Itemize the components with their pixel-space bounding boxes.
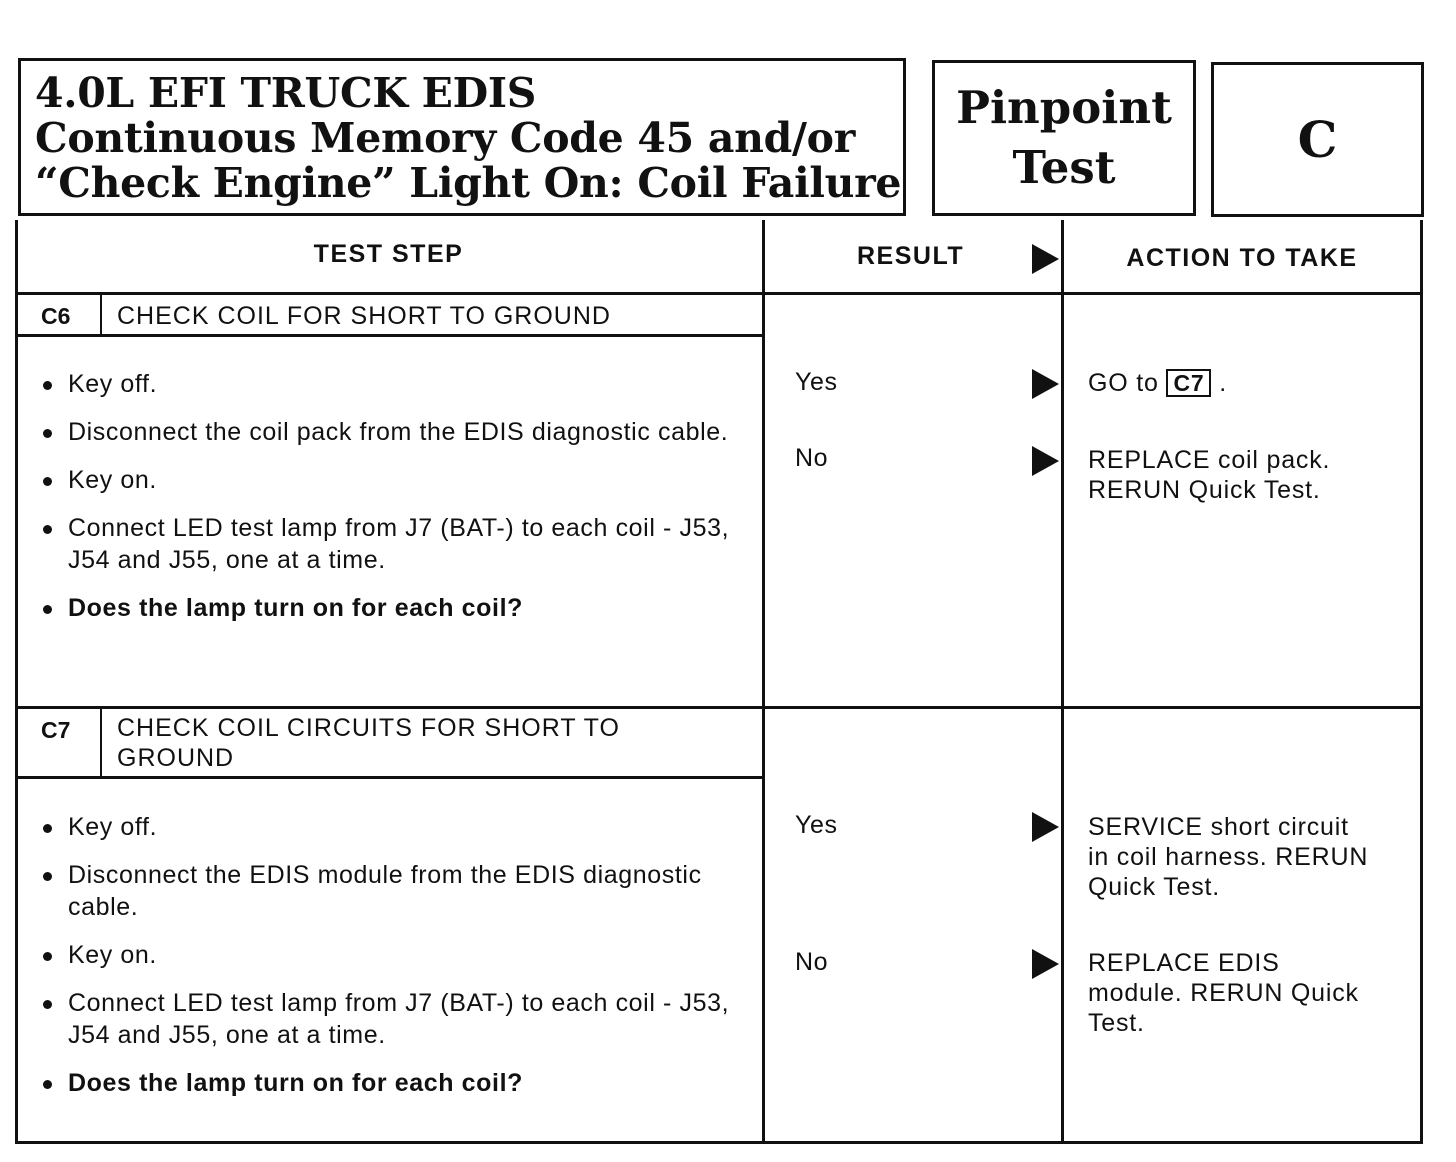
step-c7-bullet-4: Connect LED test lamp from J7 (BAT-) to each coil - J53, J54 and J55, one at a time. [15, 987, 760, 1051]
step-c6-title: CHECK COIL FOR SHORT TO GROUND [117, 302, 611, 330]
step-c6-title-divider [15, 334, 763, 337]
step-c7-action-yes-line-2: in coil harness. RERUN [1088, 843, 1369, 871]
step-c6-bullet-3: Key on. [15, 464, 760, 496]
title-line-1: 4.0L EFI TRUCK EDIS [35, 69, 537, 117]
step-c7-question: Does the lamp turn on for each coil? [15, 1067, 760, 1099]
step-id-c6: C6 [41, 303, 71, 329]
step-c7-action-yes-line-3: Quick Test. [1088, 873, 1220, 901]
title-line-2: Continuous Memory Code 45 and/or [35, 114, 856, 162]
table-bottom-border [15, 1141, 1423, 1144]
step-c7-action-no [1088, 948, 1359, 1038]
header-row-divider [15, 292, 1423, 295]
pinpoint-test-box [932, 60, 1196, 216]
step-c6-bullet-4: Connect LED test lamp from J7 (BAT-) to each coil - J53, J54 and J55, one at a time. [15, 512, 760, 576]
title-line-3: “Check Engine” Light On: Coil Failure [35, 159, 902, 207]
step-c7-title-line-1: CHECK COIL CIRCUITS FOR SHORT TO [117, 714, 620, 742]
step-c6-id-divider [100, 294, 102, 336]
step-c6-action-no-line-1: REPLACE coil pack. [1088, 446, 1331, 474]
column-divider-2 [1061, 220, 1064, 1144]
step-c7-bullet-2: Disconnect the EDIS module from the EDIS diagnostic cable. [15, 859, 760, 923]
step-c7-action-no-line-2: module. RERUN Quick [1088, 979, 1359, 1007]
test-letter-box [1211, 62, 1424, 217]
step-c6-action-yes-suffix: . [1219, 369, 1227, 397]
step-c6-yes-arrow-icon [1032, 369, 1059, 399]
step-c6-result-yes: Yes [795, 368, 838, 396]
step-c7-bullet-3: Key on. [15, 939, 760, 971]
result-arrow-icon [1032, 244, 1059, 274]
table-right-border [1420, 220, 1423, 1144]
title-box [18, 58, 906, 216]
step-c7-title [117, 713, 620, 773]
step-c7-title-line-2: GROUND [117, 744, 235, 772]
step-c6-action-no [1088, 445, 1330, 505]
test-label: Test [1012, 141, 1116, 194]
column-header-action: ACTION TO TAKE [1126, 244, 1358, 272]
test-letter: C [1297, 110, 1338, 169]
column-header-test-step: TEST STEP [313, 240, 464, 268]
step-c7-no-arrow-icon [1032, 949, 1059, 979]
step-c7-result-no: No [795, 948, 829, 976]
step-c7-yes-arrow-icon [1032, 812, 1059, 842]
step-c7-result-yes: Yes [795, 811, 838, 839]
step-c6-action-yes-prefix: GO to [1088, 369, 1159, 397]
step-c7-action-no-line-1: REPLACE EDIS [1088, 949, 1280, 977]
step-id-c7: C7 [41, 717, 71, 743]
step-c7-id-divider [100, 708, 102, 778]
step-c6-action-yes [1088, 368, 1227, 398]
step-c7-action-no-line-3: Test. [1088, 1009, 1145, 1037]
step-c6-result-no: No [795, 444, 829, 472]
step-c7-title-divider [15, 776, 763, 779]
column-divider-1 [762, 220, 765, 1144]
step-c6-action-no-line-2: RERUN Quick Test. [1088, 476, 1321, 504]
step-c6-bullet-1: Key off. [15, 368, 760, 400]
step-c6-question: Does the lamp turn on for each coil? [15, 592, 760, 624]
step-c7-instructions [15, 811, 760, 1115]
step-c6-instructions [15, 368, 760, 640]
step-c6-bottom-divider [15, 706, 1423, 709]
step-c7-action-yes [1088, 812, 1368, 902]
step-c7-bullet-1: Key off. [15, 811, 760, 843]
step-c6-bullet-2: Disconnect the coil pack from the EDIS diagnostic cable. [15, 416, 760, 448]
pinpoint-test-table [15, 220, 1423, 1144]
step-c6-no-arrow-icon [1032, 446, 1059, 476]
pinpoint-label: Pinpoint [956, 81, 1172, 134]
step-c7-reference-box: C7 [1166, 369, 1211, 397]
column-header-result: RESULT [857, 242, 965, 270]
step-c7-action-yes-line-1: SERVICE short circuit [1088, 813, 1349, 841]
